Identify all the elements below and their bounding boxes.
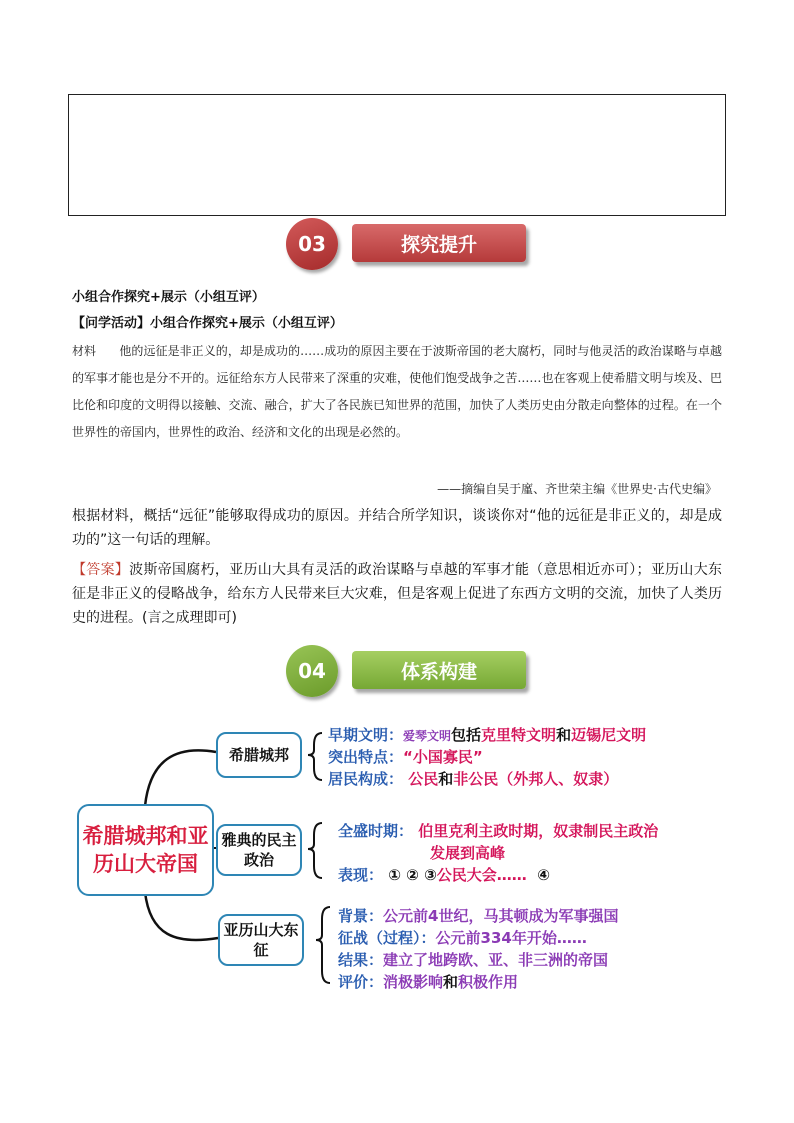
section-title: 体系构建 — [352, 651, 526, 689]
label: 早期文明： — [328, 726, 404, 744]
section-number: 04 — [286, 645, 338, 697]
value: 积极作用 — [458, 973, 519, 991]
mindmap-node-alexander-campaign: 亚历山大东征 — [218, 914, 304, 966]
value: 非公民（外邦人、奴隶） — [453, 770, 619, 788]
value: 公民 — [408, 770, 439, 788]
material-text: 他的远征是非正义的，却是成功的……成功的原因主要在于波斯帝国的老大腐朽，同时与他灵活的政治谋略与卓越的军事才能也是分不开的。远征给东方人民带来了深重的灾难，使他们饱受战争之苦……也在客观上使希腊文明与埃及、巴比伦和印度的文明得以接触、交流、融合，扩大了各民族已知世界的范围，加快了人类历史由分散走向整体的过程。在一个世界性的帝国内，世界性的政治、经济和文化的出现是必然的。 — [72, 344, 722, 439]
label: 全盛时期： — [338, 822, 414, 840]
material-label: 材料 — [72, 344, 97, 358]
value: 公民大会…… — [436, 866, 527, 884]
value: 公元前4世纪，马其顿成为军事强国 — [383, 907, 619, 925]
branch2-line1-cont: 发展到高峰 — [430, 844, 506, 862]
branch3-line1 — [338, 905, 618, 927]
value: 包括 — [451, 726, 482, 744]
branch1-line2 — [328, 746, 483, 768]
value: 公元前334年开始…… — [435, 929, 587, 947]
activity-text: 小组合作探究+展示（小组互评） — [150, 316, 343, 331]
branch2-line2 — [338, 864, 550, 886]
branch3-line2 — [338, 927, 587, 949]
value: 和 — [443, 973, 459, 991]
value: 伯里克利主政时期， — [418, 822, 554, 840]
label: 结果： — [338, 951, 384, 969]
label: 居民构成： — [328, 770, 404, 788]
branch3-line4 — [338, 971, 518, 993]
value: 和 — [438, 770, 454, 788]
value: ④ — [537, 866, 550, 884]
value: “小国寡民” — [403, 748, 483, 766]
mindmap-node-athenian-democracy: 雅典的民主政治 — [216, 824, 302, 876]
branch1-line1 — [328, 724, 646, 747]
value: 奴隶制民主政治 — [553, 822, 659, 840]
mindmap-root: 希腊城邦和亚历山大帝国 — [77, 804, 214, 896]
material-source: ——摘编自吴于廑、齐世荣主编《世界史·古代史编》 — [437, 482, 717, 496]
value: 建立了地跨欧、亚、非三洲的帝国 — [383, 951, 609, 969]
answer-text: 波斯帝国腐朽，亚历山大具有灵活的政治谋略与卓越的军事才能（意思相近亦可）；亚历山大东征是非正义的侵略战争，给东方人民带来巨大灾难，但是客观上促进了东西方文明的交流，加快了人类历史的进程。(言之成理即可) — [72, 562, 722, 626]
label: 评价： — [338, 973, 384, 991]
value: ① ② ③ — [388, 866, 437, 884]
label: 背景： — [338, 907, 384, 925]
branch1-line3 — [328, 768, 618, 790]
value: 迈锡尼文明 — [571, 726, 647, 744]
answer-label: 【答案】 — [72, 562, 130, 578]
intro-line: 小组合作探究+展示（小组互评） — [72, 290, 265, 305]
section-title: 探究提升 — [352, 224, 526, 262]
label: 征战（过程）： — [338, 929, 436, 947]
value: 和 — [556, 726, 572, 744]
activity-label: 【问学活动】 — [72, 316, 151, 331]
value: 爱琴文明 — [403, 729, 452, 743]
question-text: 根据材料，概括“远征”能够取得成功的原因。并结合所学知识，谈谈你对“他的远征是非正义的，却是成功的”这一句话的理解。 — [72, 508, 722, 548]
value: 克里特文明 — [481, 726, 557, 744]
mindmap-node-greek-city-states: 希腊城邦 — [216, 732, 302, 778]
label: 表现： — [338, 866, 384, 884]
section-number: 03 — [286, 218, 338, 270]
branch2-line1 — [338, 820, 658, 842]
branch3-line3 — [338, 949, 608, 971]
label: 突出特点： — [328, 748, 404, 766]
value: 消极影响 — [383, 973, 444, 991]
